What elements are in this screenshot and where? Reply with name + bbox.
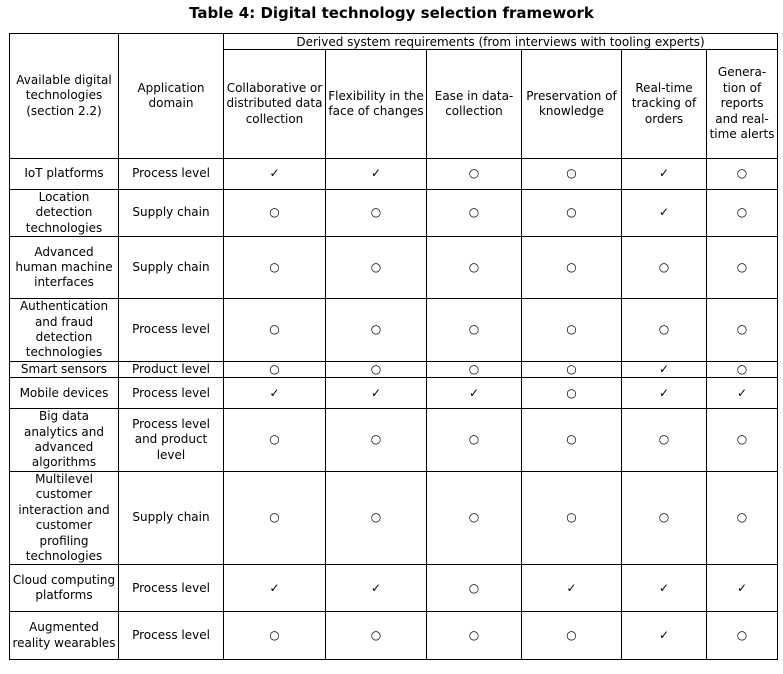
- technology-cell: Multilevel customer interaction and customer profiling technologies: [10, 471, 119, 564]
- circle-mark-icon: ○: [326, 190, 427, 237]
- circle-mark-icon: ○: [522, 361, 622, 377]
- circle-mark-icon: ○: [522, 409, 622, 472]
- check-mark-icon: ✓: [622, 361, 707, 377]
- circle-mark-icon: ○: [224, 409, 326, 472]
- header-derived-requirements: Derived system requirements (from interviews with tooling experts): [224, 34, 778, 50]
- domain-cell: Process level and product level: [119, 409, 224, 472]
- check-mark-icon: ✓: [224, 378, 326, 409]
- circle-mark-icon: ○: [707, 190, 778, 237]
- circle-mark-icon: ○: [622, 409, 707, 472]
- circle-mark-icon: ○: [224, 190, 326, 237]
- technology-cell: Mobile devices: [10, 378, 119, 409]
- circle-mark-icon: ○: [522, 237, 622, 299]
- circle-mark-icon: ○: [522, 299, 622, 362]
- header-domain: Application domain: [119, 34, 224, 159]
- domain-cell: Process level: [119, 159, 224, 190]
- technology-cell: IoT platforms: [10, 159, 119, 190]
- technology-cell: Authentication and fraud detection technologies: [10, 299, 119, 362]
- header-requirement: Flexibility in the face of changes: [326, 50, 427, 159]
- check-mark-icon: ✓: [326, 159, 427, 190]
- circle-mark-icon: ○: [326, 471, 427, 564]
- circle-mark-icon: ○: [427, 159, 522, 190]
- header-requirement: Real-time tracking of orders: [622, 50, 707, 159]
- circle-mark-icon: ○: [622, 299, 707, 362]
- circle-mark-icon: ○: [522, 190, 622, 237]
- domain-cell: Supply chain: [119, 237, 224, 299]
- domain-cell: Product level: [119, 361, 224, 377]
- technology-cell: Location detection technologies: [10, 190, 119, 237]
- header-requirement: Preservation of knowledge: [522, 50, 622, 159]
- check-mark-icon: ✓: [707, 565, 778, 612]
- header-technologies: Available digital technologies (section 2.2): [10, 34, 119, 159]
- circle-mark-icon: ○: [707, 409, 778, 472]
- circle-mark-icon: ○: [707, 159, 778, 190]
- circle-mark-icon: ○: [707, 471, 778, 564]
- circle-mark-icon: ○: [326, 361, 427, 377]
- header-requirement: Collaborative or distributed data collection: [224, 50, 326, 159]
- circle-mark-icon: ○: [522, 159, 622, 190]
- circle-mark-icon: ○: [622, 237, 707, 299]
- domain-cell: Supply chain: [119, 190, 224, 237]
- table-row: [10, 190, 778, 237]
- circle-mark-icon: ○: [707, 612, 778, 660]
- check-mark-icon: ✓: [522, 565, 622, 612]
- circle-mark-icon: ○: [224, 299, 326, 362]
- technology-cell: Advanced human machine interfaces: [10, 237, 119, 299]
- technology-cell: Augmented reality wearables: [10, 612, 119, 660]
- circle-mark-icon: ○: [326, 237, 427, 299]
- circle-mark-icon: ○: [707, 237, 778, 299]
- circle-mark-icon: ○: [522, 612, 622, 660]
- circle-mark-icon: ○: [427, 237, 522, 299]
- table-row: [10, 159, 778, 190]
- check-mark-icon: ✓: [707, 378, 778, 409]
- table-row: [10, 237, 778, 299]
- check-mark-icon: ✓: [224, 159, 326, 190]
- check-mark-icon: ✓: [326, 565, 427, 612]
- circle-mark-icon: ○: [427, 565, 522, 612]
- header-row-top: [10, 34, 778, 50]
- circle-mark-icon: ○: [224, 361, 326, 377]
- technology-cell: Big data analytics and advanced algorithms: [10, 409, 119, 472]
- domain-cell: Process level: [119, 299, 224, 362]
- header-requirement: Ease in data-collection: [427, 50, 522, 159]
- check-mark-icon: ✓: [622, 565, 707, 612]
- table-row: [10, 378, 778, 409]
- circle-mark-icon: ○: [707, 361, 778, 377]
- domain-cell: Process level: [119, 378, 224, 409]
- circle-mark-icon: ○: [522, 378, 622, 409]
- check-mark-icon: ✓: [224, 565, 326, 612]
- check-mark-icon: ✓: [622, 612, 707, 660]
- circle-mark-icon: ○: [522, 471, 622, 564]
- technology-selection-table: [9, 33, 778, 660]
- check-mark-icon: ✓: [326, 378, 427, 409]
- domain-cell: Process level: [119, 612, 224, 660]
- header-requirement: Genera-tion of reports and real-time alerts: [707, 50, 778, 159]
- check-mark-icon: ✓: [622, 378, 707, 409]
- table-row: [10, 471, 778, 564]
- circle-mark-icon: ○: [326, 409, 427, 472]
- check-mark-icon: ✓: [622, 190, 707, 237]
- circle-mark-icon: ○: [427, 612, 522, 660]
- circle-mark-icon: ○: [707, 299, 778, 362]
- circle-mark-icon: ○: [427, 299, 522, 362]
- circle-mark-icon: ○: [326, 299, 427, 362]
- check-mark-icon: ✓: [427, 378, 522, 409]
- circle-mark-icon: ○: [427, 361, 522, 377]
- circle-mark-icon: ○: [622, 471, 707, 564]
- circle-mark-icon: ○: [224, 612, 326, 660]
- domain-cell: Supply chain: [119, 471, 224, 564]
- circle-mark-icon: ○: [224, 471, 326, 564]
- circle-mark-icon: ○: [427, 190, 522, 237]
- domain-cell: Process level: [119, 565, 224, 612]
- table-row: [10, 409, 778, 472]
- table-row: [10, 299, 778, 362]
- table-row: [10, 612, 778, 660]
- technology-cell: Cloud computing platforms: [10, 565, 119, 612]
- table-row: [10, 565, 778, 612]
- circle-mark-icon: ○: [326, 612, 427, 660]
- circle-mark-icon: ○: [427, 471, 522, 564]
- table-body: [10, 159, 778, 660]
- table-row: [10, 361, 778, 377]
- check-mark-icon: ✓: [622, 159, 707, 190]
- circle-mark-icon: ○: [427, 409, 522, 472]
- circle-mark-icon: ○: [224, 237, 326, 299]
- table-caption: Table 4: Digital technology selection framework: [189, 4, 594, 22]
- technology-cell: Smart sensors: [10, 361, 119, 377]
